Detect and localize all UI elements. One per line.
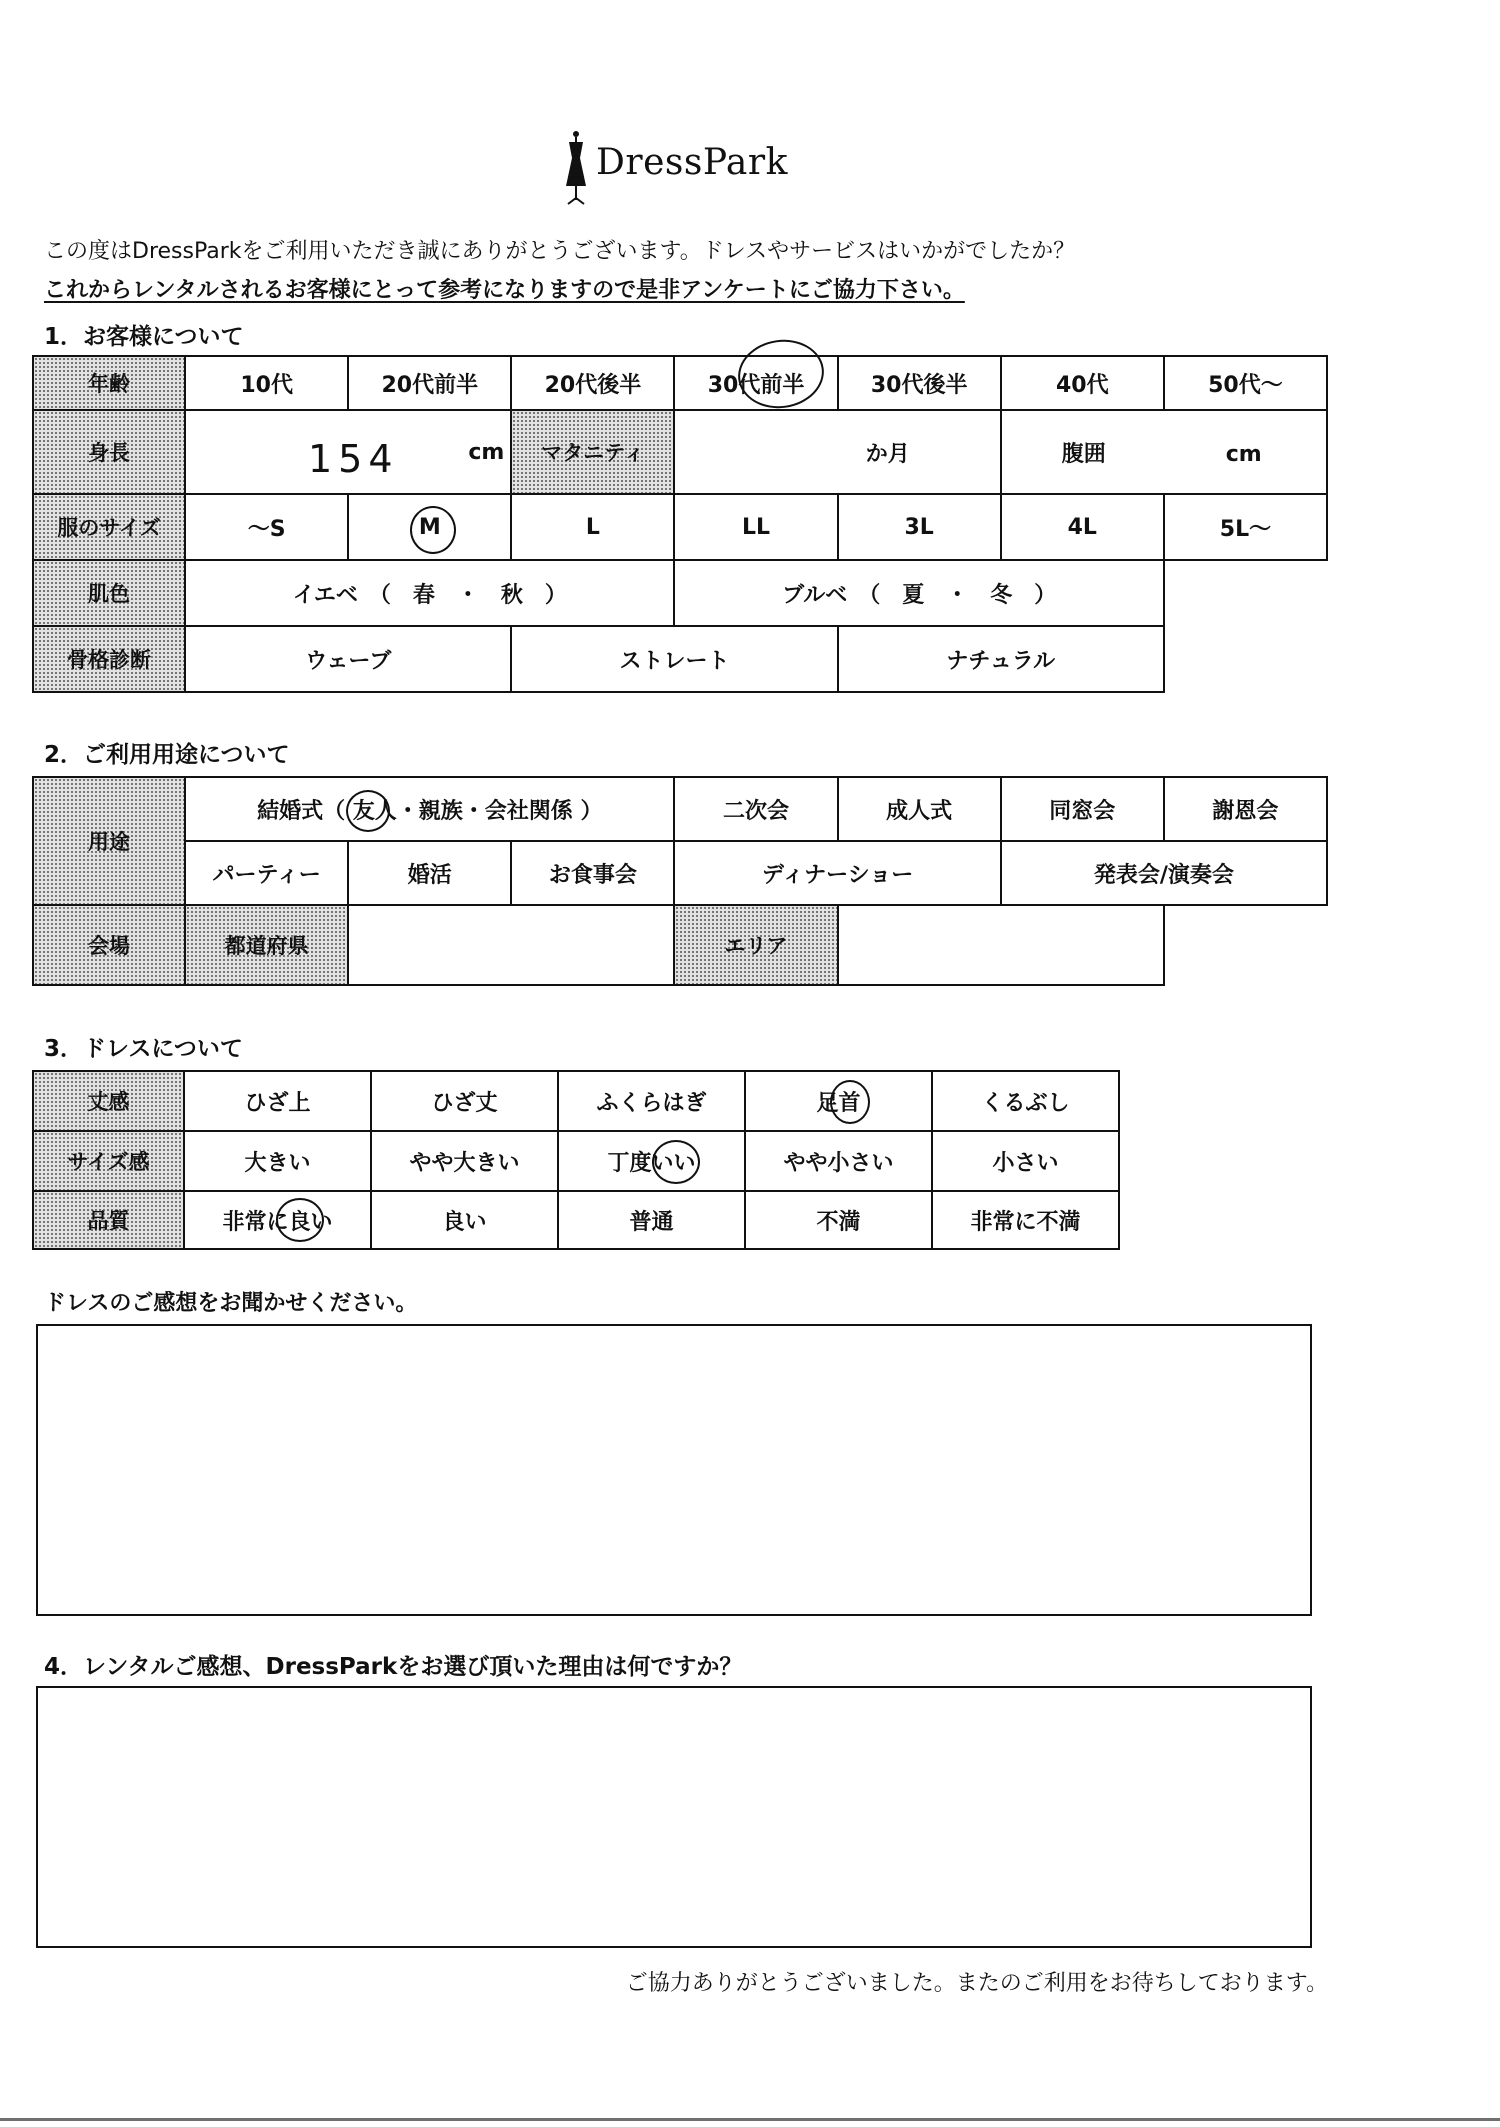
body-type-straight[interactable]: ストレート	[511, 626, 837, 692]
section4-title: 4．レンタルご感想、DressParkをお選び頂いた理由は何ですか？	[44, 1654, 743, 1680]
age-option-early-30s[interactable]: 30代前半	[674, 356, 837, 410]
size-selection-circle	[410, 506, 456, 554]
purpose-recital[interactable]: 発表会/演奏会	[1001, 841, 1327, 905]
length-selection-circle	[830, 1080, 870, 1124]
quality-unsatisfied[interactable]: 不満	[745, 1191, 932, 1249]
size-label: 服のサイズ	[33, 494, 185, 560]
skin-label: 肌色	[33, 560, 185, 626]
age-option-late-20s[interactable]: 20代後半	[511, 356, 674, 410]
size-option-ll[interactable]: LL	[674, 494, 837, 560]
intro-line-1: この度はDressParkをご利用いただき誠にありがとうございます。ドレスやサービスはいかがでしたか？	[44, 239, 1076, 264]
purpose-label: 用途	[33, 777, 185, 905]
wedding-friend-circle	[346, 790, 390, 832]
empty-cell	[1164, 560, 1327, 626]
purpose-wedding[interactable]: 結婚式（ 友人・親族・会社関係 ）	[185, 777, 674, 841]
age-option-40s[interactable]: 40代	[1001, 356, 1164, 410]
size-option-5l[interactable]: 5L～	[1164, 494, 1327, 560]
fit-large[interactable]: 大きい	[184, 1131, 371, 1191]
quality-very-unsatisfied[interactable]: 非常に不満	[932, 1191, 1119, 1249]
dress-comment-prompt: ドレスのご感想をお聞かせください。	[44, 1291, 418, 1316]
dress-mannequin-icon	[560, 128, 592, 208]
fit-selection-circle	[652, 1140, 700, 1184]
maternity-label: マタニティ	[511, 410, 674, 494]
section2-title: 2．ご利用用途について	[44, 742, 290, 768]
purpose-party[interactable]: パーティー	[185, 841, 348, 905]
purpose-konkatsu[interactable]: 婚活	[348, 841, 511, 905]
belly-field[interactable]	[1001, 410, 1327, 494]
quality-average[interactable]: 普通	[558, 1191, 745, 1249]
area-field[interactable]	[838, 905, 1164, 985]
purpose-reunion[interactable]: 同窓会	[1001, 777, 1164, 841]
length-label: 丈感	[33, 1071, 184, 1131]
usage-table	[32, 776, 1328, 986]
age-label: 年齢	[33, 356, 185, 410]
quality-label: 品質	[33, 1191, 184, 1249]
belly-label: 腹囲	[1061, 441, 1106, 467]
age-option-early-20s[interactable]: 20代前半	[348, 356, 511, 410]
size-option-l[interactable]: L	[511, 494, 674, 560]
section1-title: 1．お客様について	[44, 324, 244, 350]
size-option-4l[interactable]: 4L	[1001, 494, 1164, 560]
customer-info-table	[32, 355, 1328, 693]
quality-very-good[interactable]: 非常に良い	[184, 1191, 371, 1249]
section3-title: 3．ドレスについて	[44, 1036, 243, 1062]
intro-line-2: これからレンタルされるお客様にとって参考になりますので是非アンケートにご協力下さい。	[44, 278, 965, 303]
quality-selection-circle	[276, 1198, 324, 1242]
closing-message: ご協力ありがとうございました。またのご利用をお待ちしております。	[625, 1971, 1328, 1996]
dress-comment-box[interactable]	[36, 1324, 1312, 1616]
height-handwritten: 154	[308, 437, 399, 481]
fit-label: サイズ感	[33, 1131, 184, 1191]
maternity-month-field[interactable]	[674, 410, 1000, 494]
height-unit: cm	[468, 439, 505, 465]
quality-good[interactable]: 良い	[371, 1191, 558, 1249]
venue-label: 会場	[33, 905, 185, 985]
body-type-natural[interactable]: ナチュラル	[838, 626, 1164, 692]
fit-small[interactable]: 小さい	[932, 1131, 1119, 1191]
age-option-late-30s[interactable]: 30代後半	[838, 356, 1001, 410]
scan-edge-line	[0, 2118, 1500, 2121]
prefecture-field[interactable]	[348, 905, 674, 985]
fit-slightly-small[interactable]: やや小さい	[745, 1131, 932, 1191]
fit-slightly-large[interactable]: やや大きい	[371, 1131, 558, 1191]
prefecture-label: 都道府県	[185, 905, 348, 985]
size-option-m[interactable]: M	[348, 494, 511, 560]
month-unit: か月	[865, 441, 910, 467]
skin-yellow-option[interactable]: イエベ （ 春 ・ 秋 ）	[185, 560, 674, 626]
length-knee[interactable]: ひざ丈	[371, 1071, 558, 1131]
logo-text: DressPark	[596, 142, 788, 183]
length-ankle[interactable]: 足首	[745, 1071, 932, 1131]
body-type-label: 骨格診断	[33, 626, 185, 692]
belly-unit: cm	[1225, 441, 1262, 467]
age-option-50s[interactable]: 50代～	[1164, 356, 1327, 410]
dresspark-logo	[560, 128, 800, 208]
size-option-3l[interactable]: 3L	[838, 494, 1001, 560]
rental-comment-box[interactable]	[36, 1686, 1312, 1948]
purpose-after-party[interactable]: 二次会	[674, 777, 837, 841]
length-above-knee[interactable]: ひざ上	[184, 1071, 371, 1131]
skin-blue-option[interactable]: ブルベ （ 夏 ・ 冬 ）	[674, 560, 1163, 626]
dress-table	[32, 1070, 1120, 1250]
body-type-wave[interactable]: ウェーブ	[185, 626, 511, 692]
area-label: エリア	[674, 905, 837, 985]
purpose-thank-you-party[interactable]: 謝恩会	[1164, 777, 1327, 841]
height-label: 身長	[33, 410, 185, 494]
length-calf[interactable]: ふくらはぎ	[558, 1071, 745, 1131]
age-option-10s[interactable]: 10代	[185, 356, 348, 410]
empty-cell	[1164, 905, 1327, 985]
purpose-coming-of-age[interactable]: 成人式	[838, 777, 1001, 841]
length-anklebone[interactable]: くるぶし	[932, 1071, 1119, 1131]
empty-cell	[1164, 626, 1327, 692]
size-option-s[interactable]: ～S	[185, 494, 348, 560]
purpose-dinner[interactable]: お食事会	[511, 841, 674, 905]
fit-just-right[interactable]: 丁度いい	[558, 1131, 745, 1191]
purpose-dinner-show[interactable]: ディナーショー	[674, 841, 1000, 905]
